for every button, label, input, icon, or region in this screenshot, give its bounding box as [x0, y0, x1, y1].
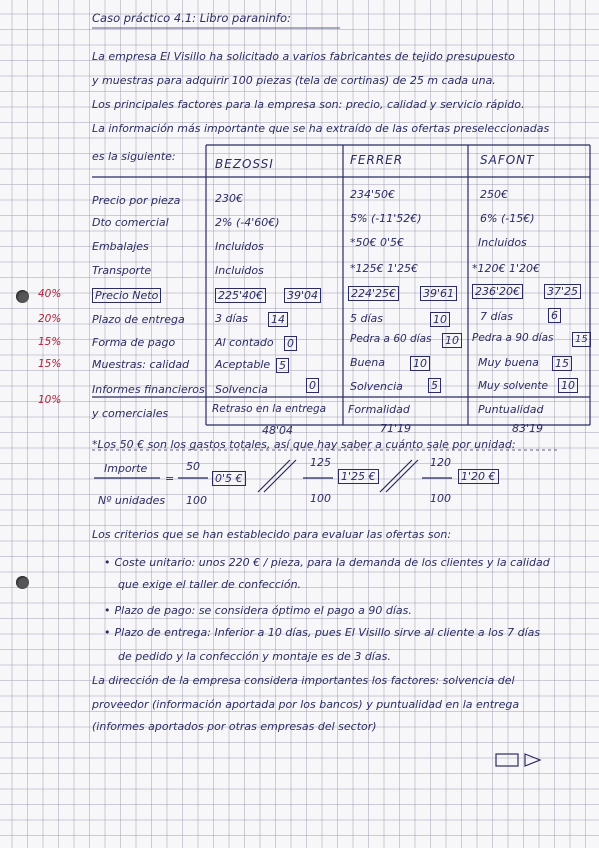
- cell-value: Incluidos: [478, 236, 527, 249]
- fraction-result: 1'25 €: [338, 469, 379, 484]
- cell-value: *50€ 0'5€: [350, 236, 405, 249]
- score: 15: [572, 332, 591, 347]
- cell-value: Incluidos: [215, 240, 264, 253]
- total-score: 48'04: [262, 424, 294, 437]
- score: 5: [276, 358, 289, 373]
- score: 39'04: [284, 288, 321, 303]
- cell-value: 234'50€: [350, 188, 396, 201]
- cell-value: Solvencia: [350, 380, 403, 393]
- cell-value: 2% (-4'60€): [215, 216, 280, 229]
- equals-sign: =: [165, 472, 175, 485]
- weight-label: 20%: [38, 313, 62, 325]
- cell-value: Retraso en la entrega: [212, 403, 327, 415]
- score: 6: [548, 308, 561, 323]
- score: 15: [552, 356, 572, 371]
- supplier-header: FERRER: [350, 153, 404, 167]
- fraction-result: 0'5 €: [212, 471, 246, 486]
- cell-value: Aceptable: [215, 358, 271, 371]
- total-score: 71'19: [380, 422, 412, 435]
- fraction-den: 100: [186, 494, 207, 507]
- closing-line: proveedor (información aportada por los bancos) y puntualidad en la entrega: [92, 698, 520, 711]
- fraction-num: 120: [430, 456, 451, 469]
- weight-label: 15%: [38, 358, 62, 370]
- row-label: Precio por pieza: [92, 194, 181, 207]
- weight-label: 10%: [38, 394, 62, 406]
- cell-value: *120€ 1'20€: [472, 262, 541, 275]
- supplier-header: SAFONT: [480, 153, 535, 167]
- weight-label: 15%: [38, 336, 62, 348]
- fraction-num: 125: [310, 456, 331, 469]
- importe-label: Importe: [104, 462, 148, 475]
- cell-value: Pedra a 90 días: [472, 332, 554, 344]
- cell-value: Al contado: [215, 336, 274, 349]
- row-label: Muestras: calidad: [92, 358, 190, 371]
- binder-hole: [16, 290, 29, 303]
- criterio-bullet: • Plazo de entrega: Inferior a 10 días, pues El Visillo sirve al cliente a los 7 días: [104, 626, 540, 639]
- score: 37'25: [544, 284, 581, 299]
- criterio-bullet: • Plazo de pago: se considera óptimo el pago a 90 días.: [104, 604, 412, 617]
- cell-value: *125€ 1'25€: [350, 262, 419, 275]
- cell-value: Formalidad: [348, 403, 410, 416]
- row-label: Plazo de entrega: [92, 313, 185, 326]
- score: 39'61: [420, 286, 457, 301]
- row-label: y comerciales: [92, 407, 169, 420]
- cell-value: 225'40€: [215, 288, 266, 303]
- score: 10: [430, 312, 450, 327]
- criterio-bullet: • Coste unitario: unos 220 € / pieza, para la demanda de los clientes y la calidad: [104, 556, 550, 569]
- intro-line: La empresa El Visillo ha solicitado a varios fabricantes de tejido presupuesto: [92, 50, 515, 63]
- cell-value: 3 días: [215, 312, 249, 325]
- cell-value: 230€: [215, 192, 243, 205]
- cell-value: Pedra a 60 días: [350, 333, 432, 345]
- cell-value: Puntualidad: [478, 403, 544, 416]
- row-label: Transporte: [92, 264, 152, 277]
- score: 10: [410, 356, 430, 371]
- fraction-den: 100: [310, 492, 331, 505]
- score: 5: [428, 378, 441, 393]
- cell-value: Muy solvente: [478, 380, 548, 392]
- cell-value: Solvencia: [215, 383, 268, 396]
- unidades-label: Nº unidades: [98, 494, 166, 507]
- fraction-num: 50: [186, 460, 200, 473]
- score: 14: [268, 312, 288, 327]
- score: 0: [306, 378, 319, 393]
- note-text: *Los 50 € son los gastos totales, así que hay saber a cuánto sale por unidad:: [92, 438, 516, 451]
- page-title: Caso práctico 4.1: Libro paraninfo:: [92, 11, 291, 25]
- cell-value: 7 días: [480, 310, 514, 323]
- intro-line: Los principales factores para la empresa son: precio, calidad y servicio rápido.: [92, 98, 525, 111]
- row-label: Informes financieros: [92, 383, 205, 396]
- binder-hole: [16, 576, 29, 589]
- score: 10: [558, 378, 578, 393]
- fraction-result: 1'20 €: [458, 469, 499, 484]
- row-label: Dto comercial: [92, 216, 169, 229]
- row-label: Forma de pago: [92, 336, 176, 349]
- intro-line: y muestras para adquirir 100 piezas (tela de cortinas) de 25 m cada una.: [92, 74, 496, 87]
- cell-value: 224'25€: [348, 286, 399, 301]
- cell-value: 5% (-11'52€): [350, 212, 422, 225]
- row-label: Precio Neto: [92, 288, 161, 303]
- criterio-line: de pedido y la confección y montaje es de 3 días.: [118, 650, 391, 663]
- cell-value: 6% (-15€): [480, 212, 535, 225]
- weight-label: 40%: [38, 288, 62, 300]
- supplier-header: BEZOSSI: [215, 157, 274, 171]
- row-label: Embalajes: [92, 240, 149, 253]
- closing-line: (informes aportados por otras empresas del sector): [92, 720, 377, 733]
- total-score: 83'19: [512, 422, 544, 435]
- intro-line: La información más importante que se ha extraído de las ofertas preseleccionadas: [92, 122, 550, 135]
- cell-value: Incluidos: [215, 264, 264, 277]
- cell-value: Buena: [350, 356, 385, 369]
- intro-line: es la siguiente:: [92, 150, 176, 163]
- cell-value: 250€: [480, 188, 508, 201]
- cell-value: 5 días: [350, 312, 384, 325]
- score: 10: [442, 333, 462, 348]
- criterios-intro: Los criterios que se han establecido para evaluar las ofertas son:: [92, 528, 452, 541]
- cell-value: Muy buena: [478, 356, 539, 369]
- closing-line: La dirección de la empresa considera importantes los factores: solvencia del: [92, 674, 515, 687]
- score: 0: [284, 336, 297, 351]
- fraction-den: 100: [430, 492, 451, 505]
- criterio-line: que exige el taller de confección.: [118, 578, 302, 591]
- cell-value: 236'20€: [472, 284, 523, 299]
